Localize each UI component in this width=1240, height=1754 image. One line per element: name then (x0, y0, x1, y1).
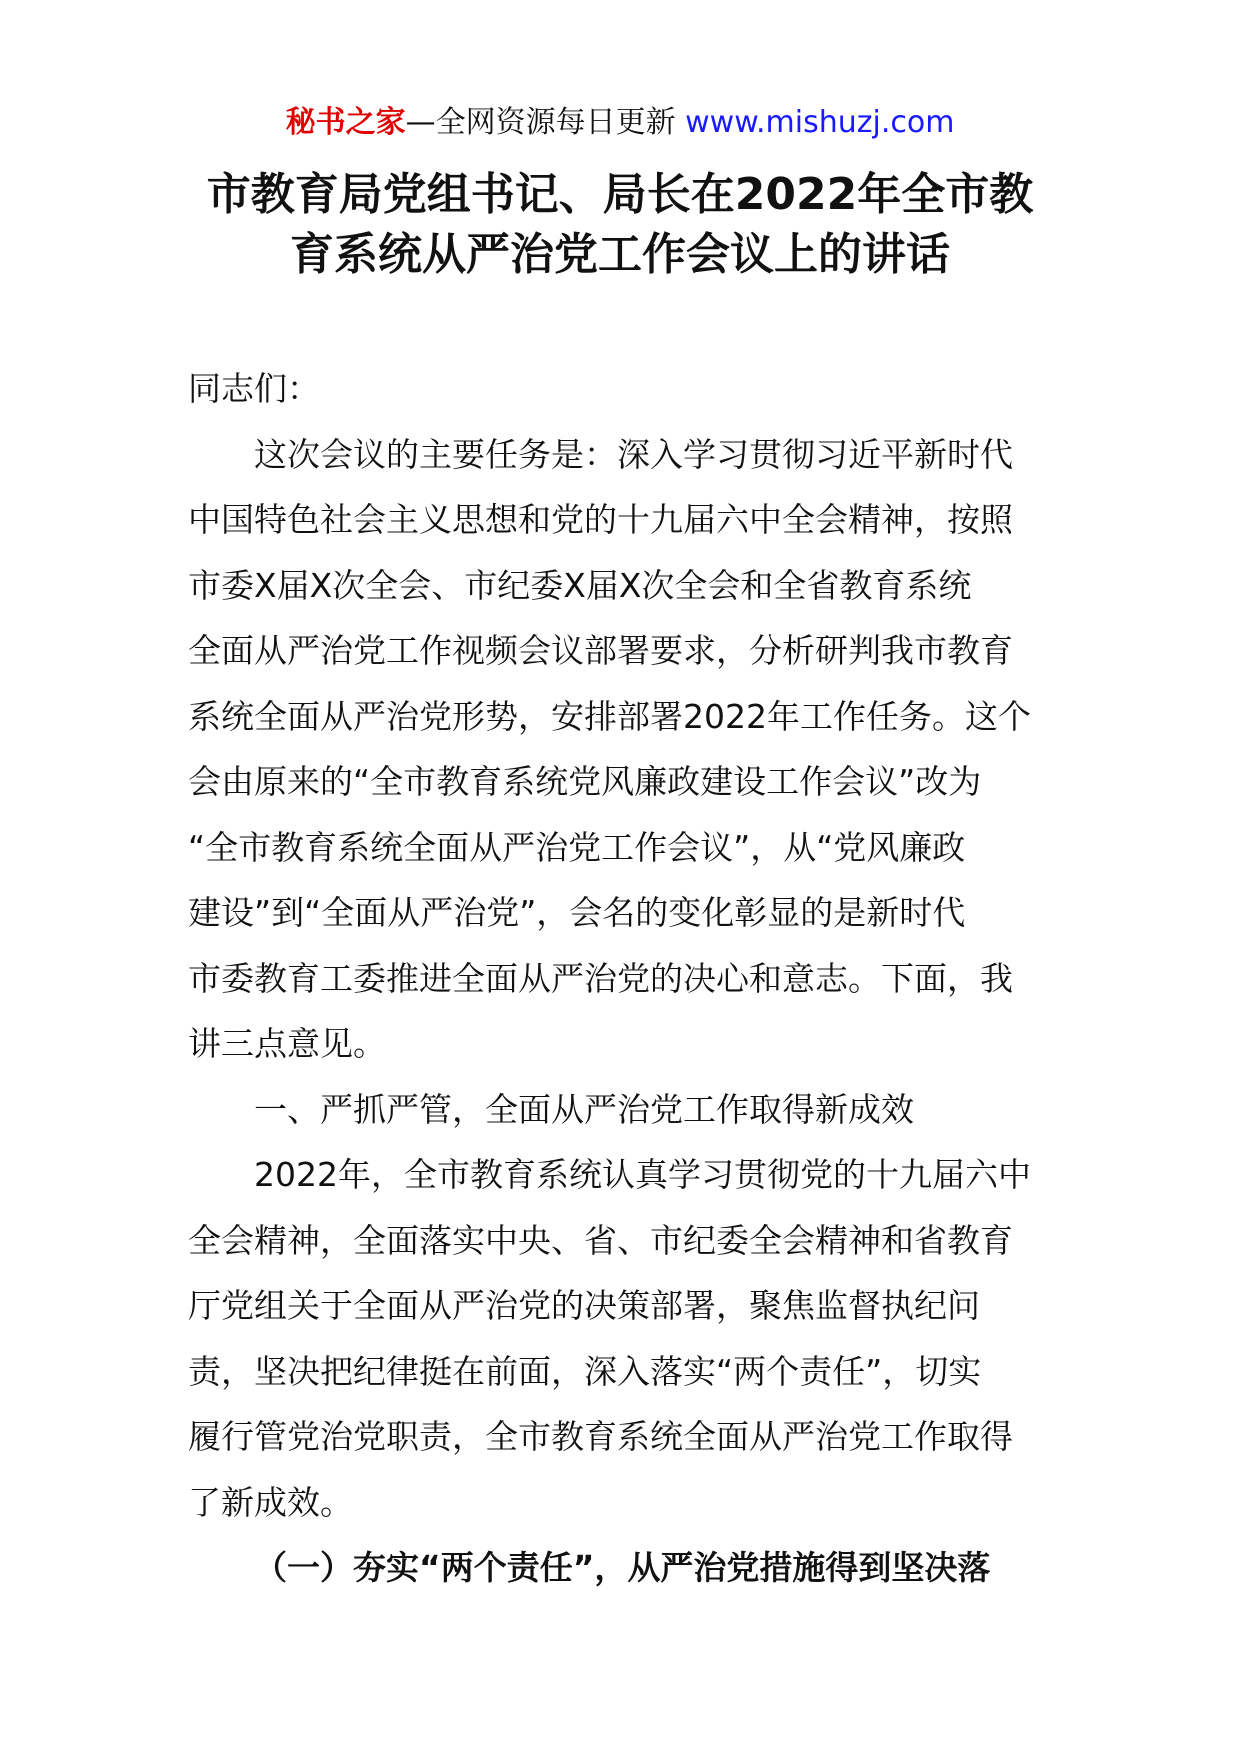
paragraph-line: 市委X届X次全会、市纪委X届X次全会和全省教育系统 (188, 565, 972, 605)
title-line-1: 市教育局党组书记、局长在2022年全市教 (206, 169, 1034, 220)
brand-name: 秘书之家 (285, 105, 406, 140)
paragraph-line: 2022年，全市教育系统认真学习贯彻党的十九届六中 (254, 1155, 1031, 1194)
paragraph-line: 建设”到“全面从严治党”，会名的变化彰显的是新时代 (188, 893, 966, 932)
site-url-link[interactable]: www.mishuzj.com (685, 105, 955, 140)
paragraph-line: 了新成效。 (188, 1482, 353, 1522)
document-title (190, 165, 1050, 285)
header-tagline: —全网资源每日更新 (405, 105, 676, 140)
paragraph-line: 厅党组关于全面从严治党的决策部署，聚焦监督执纪问 (188, 1286, 980, 1325)
subsection-heading: （一）夯实“两个责任”，从严治党措施得到坚决落 (254, 1548, 991, 1587)
title-line-2: 育系统从严治党工作会议上的讲话 (290, 229, 950, 280)
paragraph-line: 这次会议的主要任务是：深入学习贯彻习近平新时代 (254, 434, 1013, 474)
document-body (188, 356, 1058, 1601)
paragraph-2 (188, 1142, 1058, 1535)
paragraph-line: 中国特色社会主义思想和党的十九届六中全会精神，按照 (188, 500, 1013, 539)
paragraph-line: 全面从严治党工作视频会议部署要求，分析研判我市教育 (188, 631, 1013, 670)
section-heading: 一、严抓严管，全面从严治党工作取得新成效 (254, 1089, 914, 1129)
paragraph-line: 全会精神，全面落实中央、省、市纪委全会精神和省教育 (188, 1220, 1013, 1260)
paragraph-line: 市委教育工委推进全面从严治党的决心和意志。下面，我 (188, 958, 1013, 998)
paragraph-line: 系统全面从严治党形势，安排部署2022年工作任务。这个 (188, 696, 1031, 736)
paragraph-line: 讲三点意见。 (188, 1024, 386, 1063)
paragraph-line: 会由原来的“全市教育系统党风廉政建设工作会议”改为 (188, 762, 982, 801)
site-header (0, 103, 1240, 143)
paragraph-line: 履行管党治党职责，全市教育系统全面从严治党工作取得 (188, 1417, 1013, 1456)
section-1 (188, 1077, 1058, 1143)
paragraph-line: 责，坚决把纪律挺在前面，深入落实“两个责任”，切实 (188, 1351, 982, 1391)
paragraph-line: “全市教育系统全面从严治党工作会议”，从“党风廉政 (188, 827, 966, 867)
salutation: 同志们： (188, 369, 320, 408)
subsection-1 (188, 1535, 1058, 1601)
salutation-block (188, 356, 1058, 422)
paragraph-1 (188, 422, 1058, 1077)
